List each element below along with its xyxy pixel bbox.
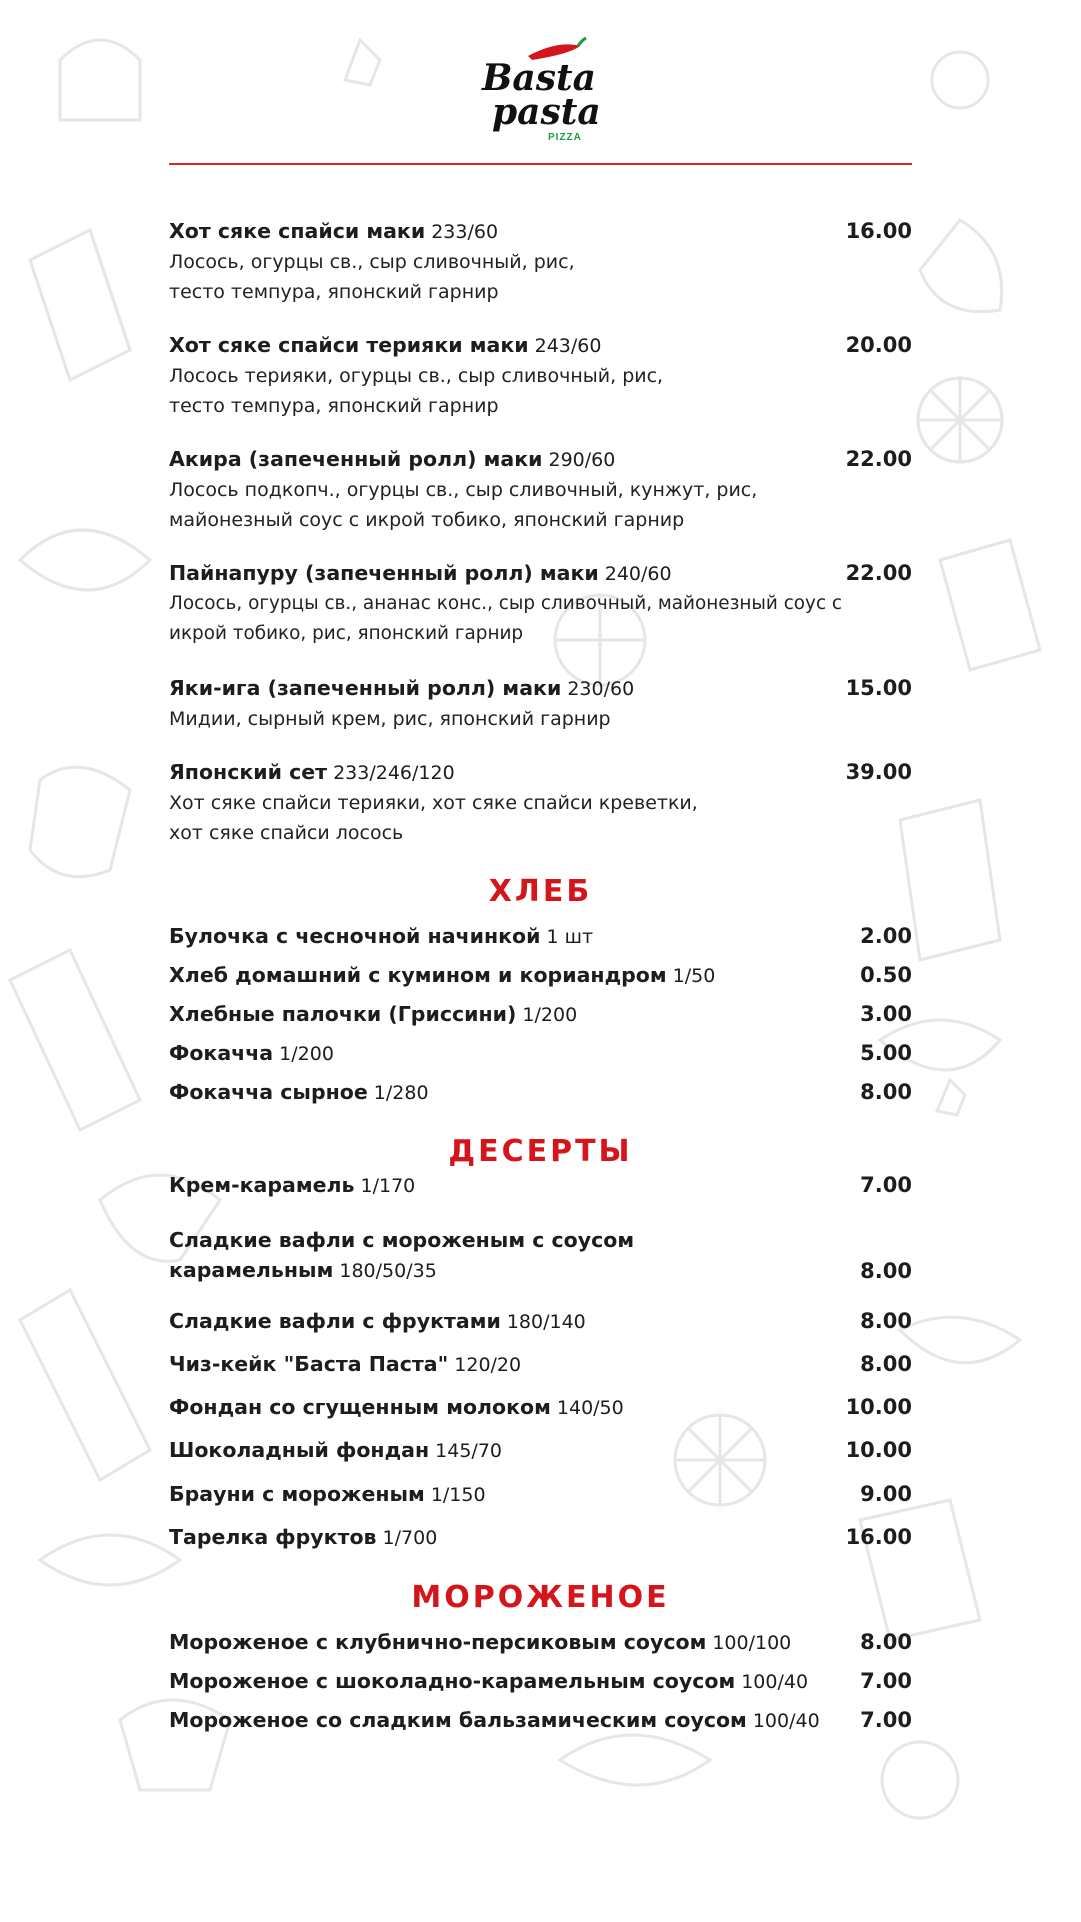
item-weight: 1/150: [430, 1484, 486, 1506]
item-name: Тарелка фруктов 1/700: [169, 1525, 438, 1549]
item-price: 8.00: [860, 1630, 912, 1654]
item-price: 22.00: [845, 447, 912, 471]
header-divider: [169, 163, 912, 165]
item-weight: 243/60: [534, 335, 602, 357]
item-name: Хлебные палочки (Гриссини) 1/200: [169, 1002, 578, 1026]
item-weight: 1/200: [279, 1043, 334, 1065]
list-item: [169, 1479, 912, 1510]
item-name: Японский сет 233/246/120: [169, 760, 455, 784]
item-weight: 1/170: [360, 1175, 416, 1197]
item-description: Хот сяке спайси терияки, хот сяке спайси креветки, хот сяке спайси лосось: [169, 792, 698, 844]
item-weight: 140/50: [556, 1397, 624, 1419]
item-description: Мидии, сырный крем, рис, японский гарнир: [169, 708, 611, 730]
basta-pasta-logo: [470, 32, 620, 152]
item-name: Фокачча сырное 1/280: [169, 1080, 429, 1104]
item-price: 8.00: [860, 1309, 912, 1333]
item-weight: 100/40: [752, 1710, 820, 1732]
item-name: Брауни с мороженым 1/150: [169, 1482, 486, 1506]
item-name: Сладкие вафли с мороженым с соусом карамельным 180/50/35: [169, 1228, 635, 1282]
list-item: [169, 921, 912, 952]
item-weight: 230/60: [567, 678, 635, 700]
item-price: 3.00: [860, 1002, 912, 1026]
logo-line1: Basta: [482, 57, 596, 99]
item-name: Мороженое с шоколадно-карамельным соусом 100/40: [169, 1669, 809, 1693]
item-price: 10.00: [845, 1395, 912, 1419]
logo-sub: PIZZA: [548, 132, 582, 143]
item-price: 0.50: [860, 963, 912, 987]
list-item: [169, 1392, 912, 1423]
list-item: [169, 444, 912, 535]
list-item: [169, 1627, 912, 1658]
item-weight: 145/70: [435, 1440, 502, 1462]
item-price: 7.00: [860, 1669, 912, 1693]
item-name: Фокачча 1/200: [169, 1041, 334, 1065]
list-item: [169, 216, 912, 307]
item-name: Хот сяке спайси терияки маки 243/60: [169, 333, 602, 357]
item-weight: 1/280: [373, 1082, 429, 1104]
list-item: [169, 1170, 912, 1201]
item-name: Шоколадный фондан 145/70: [169, 1438, 502, 1462]
item-weight: 240/60: [604, 563, 672, 585]
item-name: Хлеб домашний с кумином и кориандром 1/50: [169, 963, 716, 987]
item-price: 20.00: [845, 333, 912, 357]
item-price: 8.00: [860, 1259, 912, 1283]
item-price: 5.00: [860, 1041, 912, 1065]
item-description: Лосось терияки, огурцы св., сыр сливочный, рис, тесто темпура, японский гарнир: [169, 365, 664, 417]
list-item: [169, 1077, 912, 1108]
item-weight: 180/140: [506, 1311, 586, 1333]
item-name: Акира (запеченный ролл) маки 290/60: [169, 447, 616, 471]
item-weight: 120/20: [454, 1354, 522, 1376]
item-price: 2.00: [860, 924, 912, 948]
item-price: 7.00: [860, 1173, 912, 1197]
item-weight: 1/200: [522, 1004, 578, 1026]
item-name: Крем-карамель 1/170: [169, 1173, 416, 1197]
list-item: [169, 558, 912, 649]
item-name: Булочка с чесночной начинкой 1 шт: [169, 924, 594, 948]
item-price: 15.00: [845, 676, 912, 700]
item-weight: 100/100: [712, 1632, 792, 1654]
item-weight: 100/40: [741, 1671, 809, 1693]
list-item: [169, 999, 912, 1030]
list-item: [169, 1225, 912, 1286]
item-weight: 233/60: [431, 221, 499, 243]
item-name: Хот сяке спайси маки 233/60: [169, 219, 499, 243]
logo-line2: pasta: [492, 91, 601, 133]
list-item: [169, 1349, 912, 1380]
list-item: [169, 673, 912, 734]
item-weight: 290/60: [548, 449, 616, 471]
list-item: [169, 757, 912, 848]
item-description: Лосось, огурцы св., ананас конс., сыр сливочный, майонезный соус с икрой тобико, рис, японский гарнир: [169, 593, 843, 644]
item-name: Мороженое с клубнично-персиковым соусом 100/100: [169, 1630, 792, 1654]
item-price: 39.00: [845, 760, 912, 784]
list-item: [169, 1522, 912, 1553]
item-price: 7.00: [860, 1708, 912, 1732]
list-item: [169, 1666, 912, 1697]
section-title-desserts: ДЕСЕРТЫ: [448, 1134, 633, 1169]
item-name: Чиз-кейк "Баста Паста" 120/20: [169, 1352, 522, 1376]
item-name: Мороженое со сладким бальзамическим соусом 100/40: [169, 1708, 820, 1732]
item-weight: 1/50: [672, 965, 716, 987]
item-price: 10.00: [845, 1438, 912, 1462]
item-name: Пайнапуру (запеченный ролл) маки 240/60: [169, 561, 672, 585]
list-item: [169, 1306, 912, 1337]
list-item: [169, 960, 912, 991]
item-name: Фондан со сгущенным молоком 140/50: [169, 1395, 624, 1419]
item-weight: 233/246/120: [333, 762, 455, 784]
item-description: Лосось, огурцы св., сыр сливочный, рис, тесто темпура, японский гарнир: [169, 251, 575, 303]
list-item: [169, 1705, 912, 1736]
item-price: 22.00: [845, 561, 912, 585]
item-description: Лосось подкопч., огурцы св., сыр сливочный, кунжут, рис, майонезный соус с икрой тобико, японский гарнир: [169, 479, 758, 531]
item-weight: 1 шт: [546, 926, 594, 948]
item-price: 8.00: [860, 1352, 912, 1376]
item-price: 8.00: [860, 1080, 912, 1104]
list-item: [169, 330, 912, 421]
list-item: [169, 1038, 912, 1069]
item-price: 16.00: [845, 219, 912, 243]
item-name: Яки-ига (запеченный ролл) маки 230/60: [169, 676, 635, 700]
item-price: 16.00: [845, 1525, 912, 1549]
item-weight: 1/700: [382, 1527, 438, 1549]
item-name: Сладкие вафли с фруктами 180/140: [169, 1309, 586, 1333]
list-item: [169, 1435, 912, 1466]
section-title-icecream: МОРОЖЕНОЕ: [411, 1580, 670, 1615]
item-price: 9.00: [860, 1482, 912, 1506]
section-title-bread: ХЛЕБ: [488, 874, 593, 909]
item-weight: 180/50/35: [339, 1260, 437, 1282]
